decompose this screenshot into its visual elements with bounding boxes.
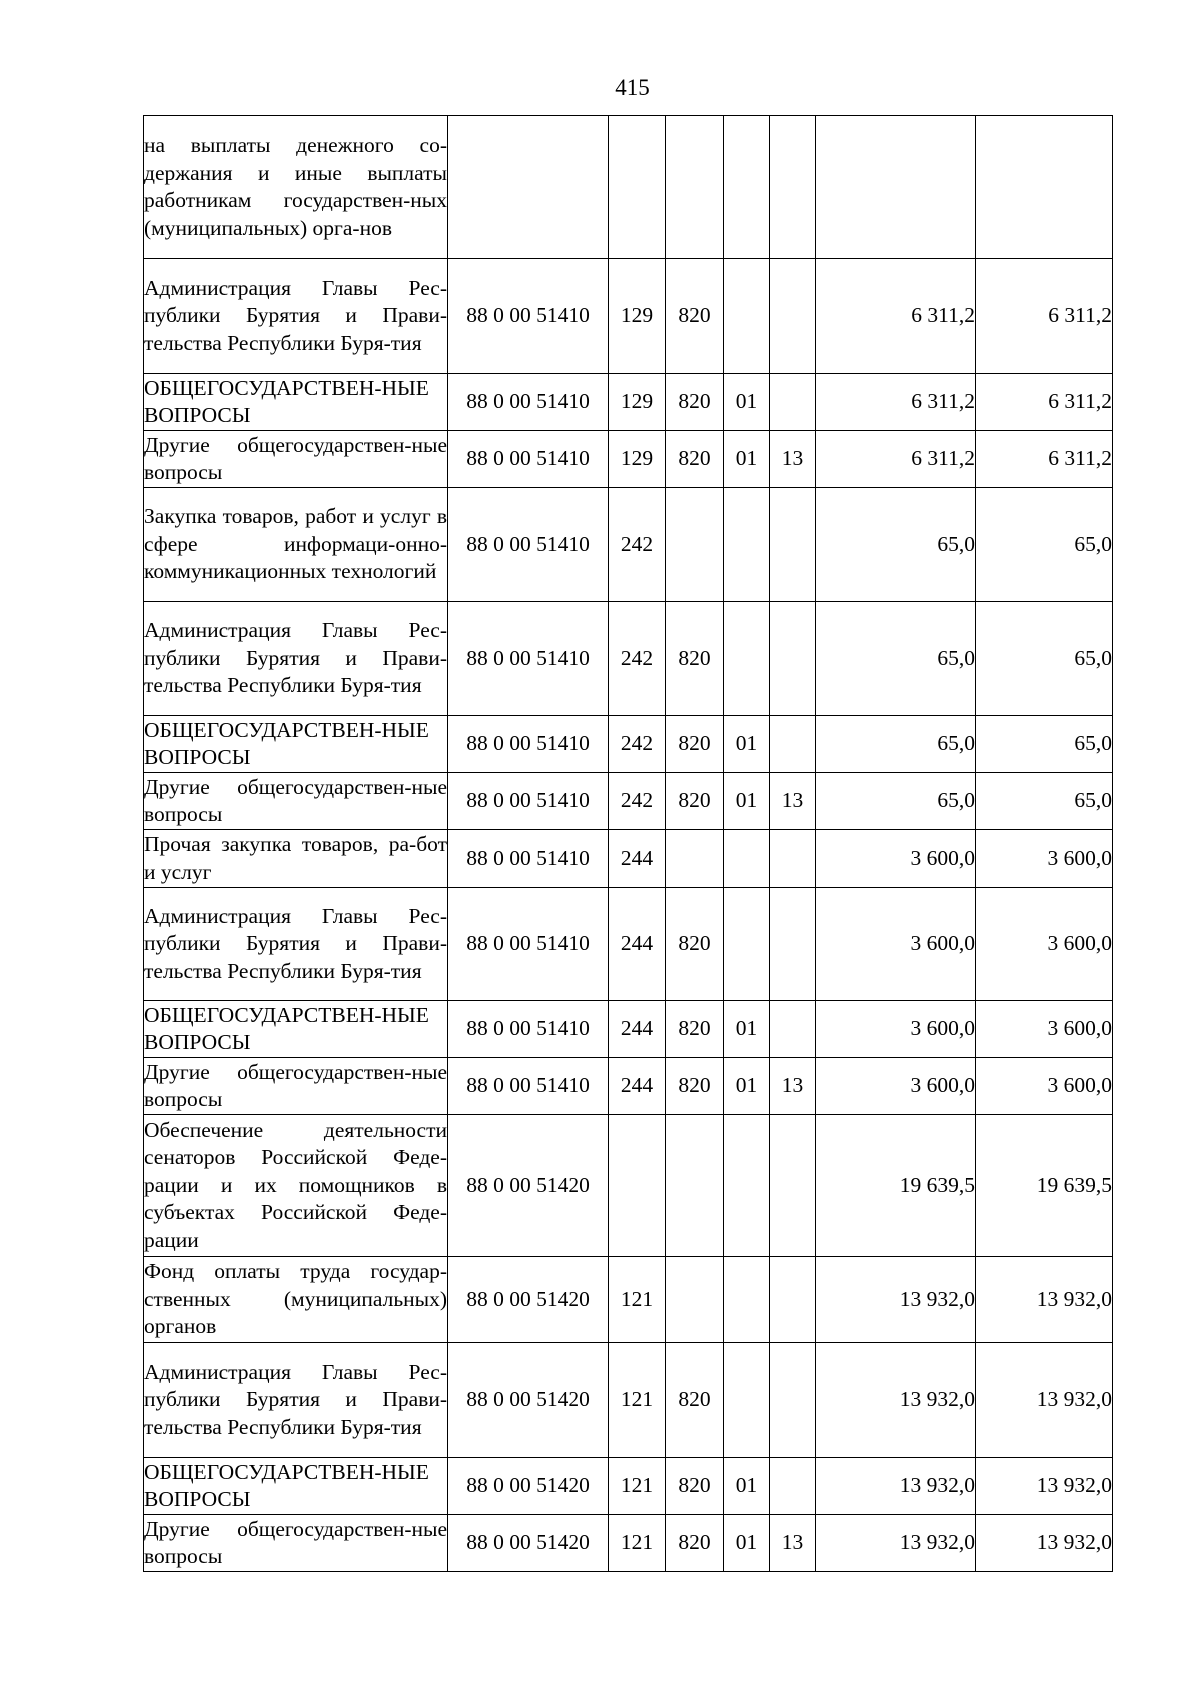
- section-code: 01: [724, 431, 770, 488]
- target-article-code: 88 0 00 51410: [448, 602, 609, 716]
- section-code: 01: [724, 1458, 770, 1515]
- expense-type-code: 244: [609, 1058, 666, 1115]
- subsection-code: [770, 830, 816, 888]
- section-code: [724, 259, 770, 374]
- amount-2: 6 311,2: [976, 374, 1113, 431]
- expense-type-code: [609, 116, 666, 259]
- ministry-code: 820: [666, 602, 724, 716]
- ministry-code: [666, 830, 724, 888]
- expense-type-code: 242: [609, 488, 666, 602]
- subsection-code: [770, 716, 816, 773]
- section-code: 01: [724, 773, 770, 830]
- amount-2: 65,0: [976, 602, 1113, 716]
- section-code: [724, 488, 770, 602]
- amount-1: 3 600,0: [816, 1001, 976, 1058]
- target-article-code: 88 0 00 51410: [448, 488, 609, 602]
- amount-2: 3 600,0: [976, 888, 1113, 1001]
- amount-1: 13 932,0: [816, 1458, 976, 1515]
- budget-table: [143, 115, 1113, 1572]
- table-row: [144, 259, 1113, 374]
- row-description: ОБЩЕГОСУДАРСТВЕН-НЫЕ ВОПРОСЫ: [144, 374, 448, 431]
- expense-type-code: 244: [609, 830, 666, 888]
- row-description: Администрация Главы Рес-публики Бурятия и Прави-тельства Республики Буря-тия: [144, 888, 448, 1001]
- section-code: [724, 888, 770, 1001]
- row-description: Прочая закупка товаров, ра-бот и услуг: [144, 830, 448, 888]
- amount-1: 6 311,2: [816, 374, 976, 431]
- expense-type-code: 129: [609, 374, 666, 431]
- amount-2: 65,0: [976, 773, 1113, 830]
- target-article-code: 88 0 00 51420: [448, 1257, 609, 1343]
- table-row: [144, 888, 1113, 1001]
- subsection-code: [770, 1115, 816, 1257]
- amount-1: 65,0: [816, 602, 976, 716]
- table-row: [144, 1257, 1113, 1343]
- target-article-code: 88 0 00 51420: [448, 1458, 609, 1515]
- table-row: [144, 1115, 1113, 1257]
- amount-1: 65,0: [816, 716, 976, 773]
- amount-2: 13 932,0: [976, 1458, 1113, 1515]
- expense-type-code: 244: [609, 888, 666, 1001]
- subsection-code: [770, 1257, 816, 1343]
- amount-2: 13 932,0: [976, 1515, 1113, 1572]
- amount-2: 19 639,5: [976, 1115, 1113, 1257]
- table-body: [144, 116, 1113, 1572]
- section-code: 01: [724, 1001, 770, 1058]
- amount-1: [816, 116, 976, 259]
- ministry-code: 820: [666, 716, 724, 773]
- row-description: Администрация Главы Рес-публики Бурятия и Прави-тельства Республики Буря-тия: [144, 602, 448, 716]
- amount-1: 13 932,0: [816, 1257, 976, 1343]
- ministry-code: 820: [666, 888, 724, 1001]
- subsection-code: [770, 116, 816, 259]
- target-article-code: 88 0 00 51410: [448, 431, 609, 488]
- section-code: 01: [724, 1058, 770, 1115]
- amount-1: 3 600,0: [816, 830, 976, 888]
- section-code: 01: [724, 716, 770, 773]
- expense-type-code: 242: [609, 773, 666, 830]
- subsection-code: [770, 259, 816, 374]
- row-description: Другие общегосударствен-ные вопросы: [144, 431, 448, 488]
- subsection-code: [770, 1001, 816, 1058]
- table-row: [144, 1458, 1113, 1515]
- ministry-code: 820: [666, 259, 724, 374]
- amount-1: 13 932,0: [816, 1515, 976, 1572]
- subsection-code: [770, 1343, 816, 1458]
- target-article-code: 88 0 00 51410: [448, 830, 609, 888]
- subsection-code: 13: [770, 1058, 816, 1115]
- amount-2: 65,0: [976, 716, 1113, 773]
- subsection-code: 13: [770, 431, 816, 488]
- table-row: [144, 1001, 1113, 1058]
- expense-type-code: 242: [609, 602, 666, 716]
- ministry-code: [666, 116, 724, 259]
- amount-2: 13 932,0: [976, 1343, 1113, 1458]
- section-code: [724, 1257, 770, 1343]
- expense-type-code: 121: [609, 1515, 666, 1572]
- expense-type-code: [609, 1115, 666, 1257]
- target-article-code: 88 0 00 51410: [448, 374, 609, 431]
- target-article-code: 88 0 00 51420: [448, 1115, 609, 1257]
- subsection-code: [770, 602, 816, 716]
- ministry-code: [666, 1257, 724, 1343]
- section-code: [724, 830, 770, 888]
- amount-2: [976, 116, 1113, 259]
- subsection-code: 13: [770, 1515, 816, 1572]
- ministry-code: 820: [666, 1458, 724, 1515]
- ministry-code: 820: [666, 1001, 724, 1058]
- amount-1: 13 932,0: [816, 1343, 976, 1458]
- table-row: [144, 773, 1113, 830]
- table-row: [144, 716, 1113, 773]
- section-code: 01: [724, 374, 770, 431]
- subsection-code: [770, 888, 816, 1001]
- section-code: [724, 1343, 770, 1458]
- target-article-code: 88 0 00 51410: [448, 259, 609, 374]
- target-article-code: 88 0 00 51420: [448, 1515, 609, 1572]
- target-article-code: 88 0 00 51420: [448, 1343, 609, 1458]
- row-description: Фонд оплаты труда государ-ственных (муниципальных) органов: [144, 1257, 448, 1343]
- amount-2: 3 600,0: [976, 1001, 1113, 1058]
- table-row: [144, 431, 1113, 488]
- section-code: 01: [724, 1515, 770, 1572]
- target-article-code: 88 0 00 51410: [448, 1058, 609, 1115]
- target-article-code: 88 0 00 51410: [448, 716, 609, 773]
- section-code: [724, 116, 770, 259]
- table-row: [144, 488, 1113, 602]
- ministry-code: 820: [666, 1058, 724, 1115]
- row-description: на выплаты денежного со-держания и иные выплаты работникам государствен-ных (муниципальных) орга-нов: [144, 116, 448, 259]
- ministry-code: 820: [666, 1515, 724, 1572]
- expense-type-code: 121: [609, 1257, 666, 1343]
- amount-1: 6 311,2: [816, 431, 976, 488]
- subsection-code: [770, 374, 816, 431]
- row-description: Обеспечение деятельности сенаторов Российской Феде-рации и их помощников в субъектах Российской Феде-рации: [144, 1115, 448, 1257]
- row-description: ОБЩЕГОСУДАРСТВЕН-НЫЕ ВОПРОСЫ: [144, 716, 448, 773]
- amount-2: 6 311,2: [976, 431, 1113, 488]
- table-row: [144, 1058, 1113, 1115]
- subsection-code: [770, 488, 816, 602]
- amount-1: 65,0: [816, 773, 976, 830]
- expense-type-code: 121: [609, 1458, 666, 1515]
- amount-1: 3 600,0: [816, 1058, 976, 1115]
- amount-2: 65,0: [976, 488, 1113, 602]
- amount-2: 13 932,0: [976, 1257, 1113, 1343]
- row-description: Закупка товаров, работ и услуг в сфере информаци-онно-коммуникационных технологий: [144, 488, 448, 602]
- ministry-code: 820: [666, 431, 724, 488]
- page-number: 415: [615, 75, 650, 100]
- ministry-code: 820: [666, 773, 724, 830]
- amount-2: 3 600,0: [976, 1058, 1113, 1115]
- row-description: Другие общегосударствен-ные вопросы: [144, 1058, 448, 1115]
- section-code: [724, 602, 770, 716]
- table-row: [144, 1343, 1113, 1458]
- row-description: ОБЩЕГОСУДАРСТВЕН-НЫЕ ВОПРОСЫ: [144, 1458, 448, 1515]
- section-code: [724, 1115, 770, 1257]
- ministry-code: [666, 1115, 724, 1257]
- table-row: [144, 602, 1113, 716]
- amount-2: 6 311,2: [976, 259, 1113, 374]
- amount-1: 65,0: [816, 488, 976, 602]
- amount-2: 3 600,0: [976, 830, 1113, 888]
- row-description: Другие общегосударствен-ные вопросы: [144, 773, 448, 830]
- amount-1: 6 311,2: [816, 259, 976, 374]
- ministry-code: [666, 488, 724, 602]
- subsection-code: [770, 1458, 816, 1515]
- ministry-code: 820: [666, 1343, 724, 1458]
- table-row: [144, 374, 1113, 431]
- target-article-code: [448, 116, 609, 259]
- expense-type-code: 242: [609, 716, 666, 773]
- expense-type-code: 129: [609, 431, 666, 488]
- row-description: Администрация Главы Рес-публики Бурятия и Прави-тельства Республики Буря-тия: [144, 1343, 448, 1458]
- target-article-code: 88 0 00 51410: [448, 888, 609, 1001]
- expense-type-code: 121: [609, 1343, 666, 1458]
- row-description: ОБЩЕГОСУДАРСТВЕН-НЫЕ ВОПРОСЫ: [144, 1001, 448, 1058]
- table-row: [144, 1515, 1113, 1572]
- ministry-code: 820: [666, 374, 724, 431]
- table-row: [144, 116, 1113, 259]
- amount-1: 19 639,5: [816, 1115, 976, 1257]
- expense-type-code: 244: [609, 1001, 666, 1058]
- amount-1: 3 600,0: [816, 888, 976, 1001]
- subsection-code: 13: [770, 773, 816, 830]
- table-row: [144, 830, 1113, 888]
- expense-type-code: 129: [609, 259, 666, 374]
- target-article-code: 88 0 00 51410: [448, 773, 609, 830]
- target-article-code: 88 0 00 51410: [448, 1001, 609, 1058]
- row-description: Администрация Главы Рес-публики Бурятия и Прави-тельства Республики Буря-тия: [144, 259, 448, 374]
- row-description: Другие общегосударствен-ные вопросы: [144, 1515, 448, 1572]
